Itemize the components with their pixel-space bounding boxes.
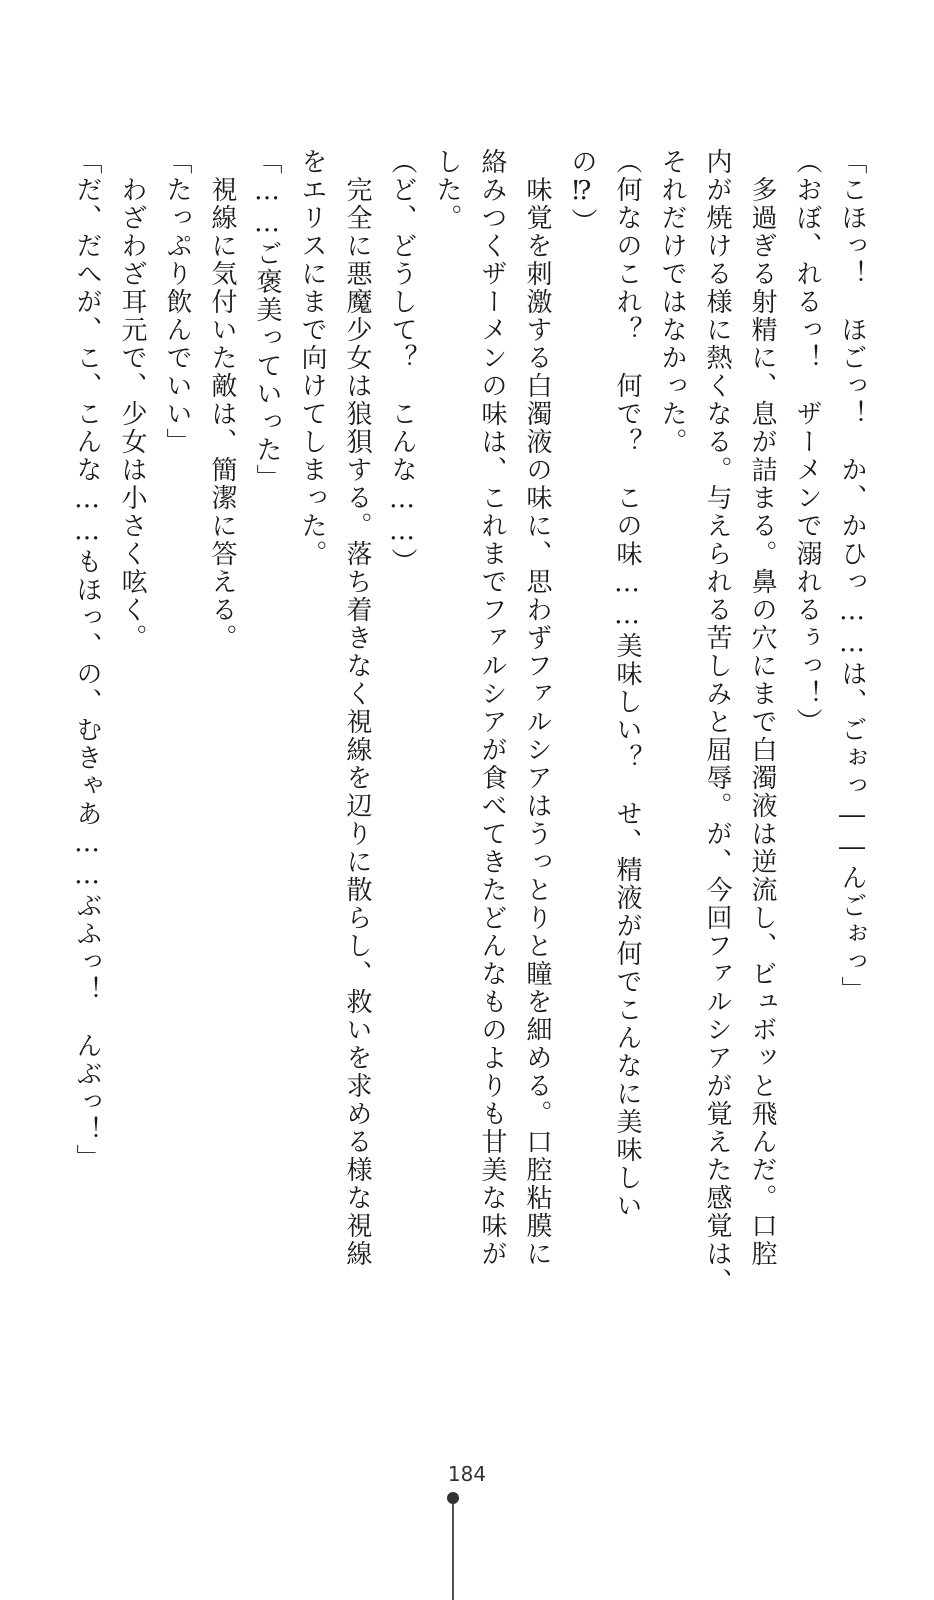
text-line: （何なのこれ？ 何で？ この味……美味しい？ せ、精液が何でこんなに美味しい (612, 148, 642, 1220)
vertical-text-body (64, 148, 874, 1298)
text-line: わざわざ耳元で、少女は小さく呟く。 (117, 148, 147, 652)
text-line: 多過ぎる射精に、息が詰まる。鼻の穴にまで白濁液は逆流し、ビュボッと飛んだ。口腔 (747, 148, 777, 1268)
text-line: した。 (432, 148, 462, 232)
text-line: 味覚を刺激する白濁液の味に、思わずファルシアはうっとりと瞳を細める。口腔粘膜に (522, 148, 552, 1268)
text-line: 視線に気付いた敵は、簡潔に答える。 (207, 148, 237, 652)
text-line: 「だ、だへが、こ、こんな……もほっ、の、むきゃあ……ぶふっ！ んぶっ！」 (72, 148, 102, 1172)
text-line: （おぼ、れるっ！ ザーメンで溺れるぅっ！） (792, 148, 822, 736)
text-line: （ど、どうして？ こんな……） (387, 148, 417, 576)
text-line: 内が焼ける様に熱くなる。与えられる苦しみと屈辱。が、今回ファルシアが覚えた感覚は、 (702, 148, 732, 1296)
text-line: の⁉） (567, 148, 597, 236)
text-line: 完全に悪魔少女は狼狽する。落ち着きなく視線を辺りに散らし、救いを求める様な視線 (342, 148, 372, 1268)
text-line: をエリスにまで向けてしまった。 (297, 148, 327, 568)
text-line: 「こほっ！ ほごっ！ か、かひっ……は、ごぉっ――んごぉっ」 (837, 148, 867, 1004)
text-line: 「……ご褒美っていった」 (252, 148, 282, 492)
page-number: 184 (447, 1462, 487, 1486)
text-line: それだけではなかった。 (657, 148, 687, 456)
page-marker-dot (447, 1492, 459, 1504)
text-line: 絡みつくザーメンの味は、これまでファルシアが食べてきたどんなものよりも甘美な味が (477, 148, 507, 1268)
text-line: 「たっぷり飲んでいい」 (162, 148, 192, 456)
page-marker-line (452, 1504, 454, 1600)
